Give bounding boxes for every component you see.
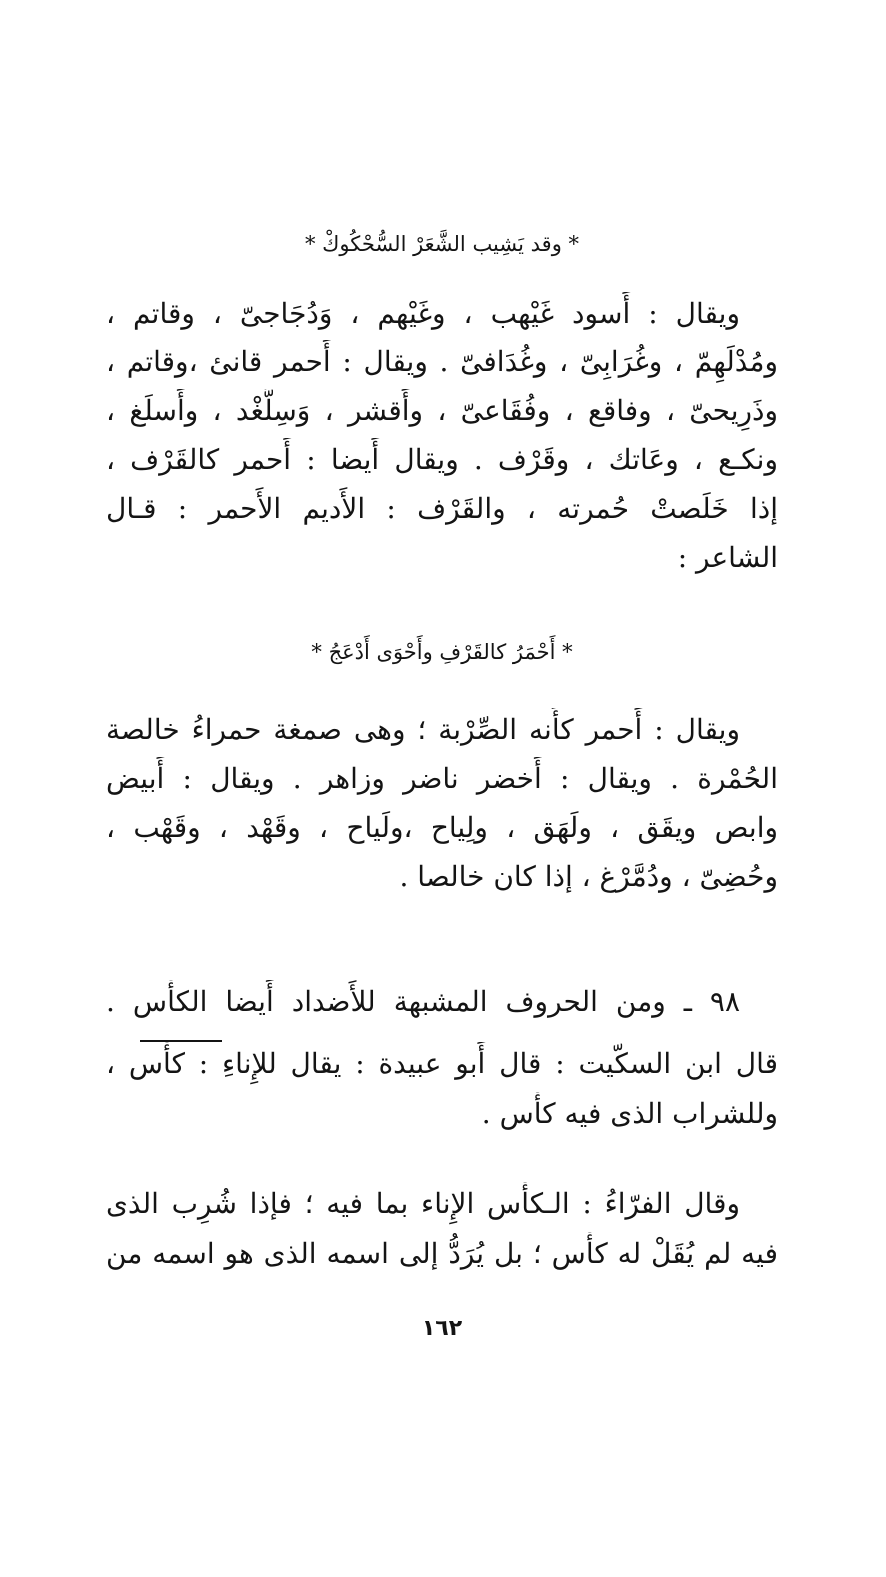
paragraph-1-line-5: إذا خَلَصتْ حُمرته ، والقَرْف : الأَديم الأَحمر : قـال — [106, 492, 778, 525]
verse-line-2: * أَحْمَرُ كالقَرْفِ وأَحْوَى أَدْعَجُ * — [311, 640, 573, 664]
page-number: ١٦٢ — [421, 1316, 463, 1341]
paragraph-2-line-2: الحُمْرة . ويقال : أَخضر ناضر وزاهر . ويقال : أَبيض — [106, 762, 778, 795]
paragraph-3-line-2: قال ابن السكّيت : قال أَبو عبيدة : يقال للإِناءِ : كأْس ، — [106, 1047, 778, 1080]
verse-line-1: * وقد يَشِيب الشَّعَرْ السُّحْكُوكْ * — [304, 232, 580, 256]
paragraph-3-line-1: ٩٨ ـ ومن الحروف المشبهة للأَضداد أَيضا الكأْس . — [106, 985, 740, 1018]
paragraph-1-line-3: وذَرِيحىّ ، وفاقع ، وفُقَاعىّ ، وأَقشر ، وَسِلَّغْد ، وأَسلَغ ، — [106, 394, 778, 427]
paragraph-4-line-2: فيه لم يُقَلْ له كأْس ؛ بل يُرَدُّ إلى اسمه الذى هو اسمه من — [106, 1237, 778, 1270]
paragraph-2-line-1: ويقال : أَحمر كأَنه الصِّرْبة ؛ وهى صمغة حمراءُ خالصة — [106, 713, 740, 746]
paragraph-1-line-4: ونكـع ، وعَاتك ، وقَرْف . ويقال أَيضا : أَحمر كالقَرْف ، — [106, 443, 778, 476]
paragraph-3-line-3: وللشراب الذى فيه كأْس . — [481, 1097, 778, 1130]
paragraph-1-line-1: ويقال : أَسود غَيْهب ، وغَيْهم ، وَدُجَاجىّ ، وقاتم ، — [106, 297, 740, 330]
paragraph-1-line-2: ومُدْلَهِمّ ، وغُرَابِىّ ، وغُدَافىّ . ويقال : أَحمر قانئ ،وقاتم ، — [106, 345, 778, 378]
paragraph-4-line-1: وقال الفرّاءُ : الـكأْس الإِناء بما فيه ؛ فإذا شُرِب الذى — [106, 1187, 740, 1220]
paragraph-2-line-4: وحُضِىّ ، ودُمَّرْغ ، إذا كان خالصا . — [399, 860, 778, 893]
paragraph-1-line-6: الشاعر : — [677, 541, 778, 574]
paragraph-2-line-3: وابص ويقَق ، ولَهَق ، ولِياح ،ولَياح ، وقَهْد ، وقَهْب ، — [106, 811, 778, 844]
